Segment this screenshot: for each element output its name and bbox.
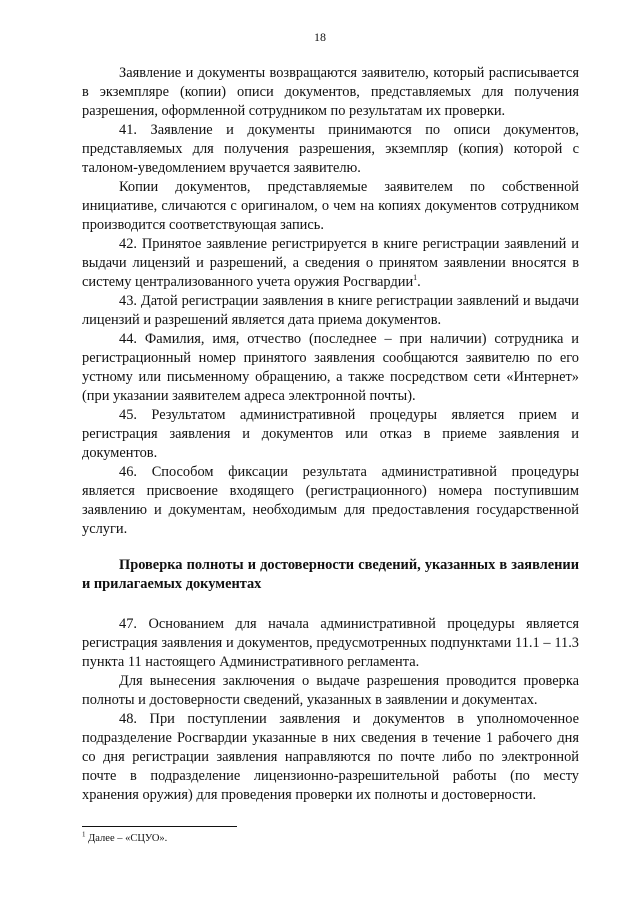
paragraph-46: 46. Способом фиксации результата административной процедуры является присвоение входящего (регистрационного) номера поступившим заявлению и документам, необходимым для предоставления государственной услуги. (82, 464, 579, 537)
footnote-text: Далее – «СЦУО». (85, 833, 168, 844)
paragraph-42-end: . (417, 274, 421, 290)
paragraph-42 (82, 235, 579, 292)
paragraph-copies: Копии документов, представляемые заявителем по собственной инициативе, сличаются с оригиналом, о чем на копиях документов сотрудником производится соответствующая запись. (82, 179, 579, 233)
paragraph-return-documents: Заявление и документы возвращаются заявителю, который расписывается в экземпляре (копии) описи документов, представляемых для получения разрешения, оформленной сотрудником по результатам их проверки. (82, 65, 579, 119)
paragraph-41: 41. Заявление и документы принимаются по описи документов, представляемых для получения разрешения, экземпляр (копия) которой с талоном-уведомлением вручается заявителю. (82, 122, 579, 176)
footnote-reference: 1 (413, 273, 418, 283)
paragraph-42-text: 42. Принятое заявление регистрируется в книге регистрации заявлений и выдачи лицензий и разрешений, а сведения о принятом заявлении вносятся в систему централизованного учета оружия Росгвардии (82, 236, 579, 290)
page-number: 18 (314, 30, 326, 44)
body-text (82, 64, 579, 805)
footnote (82, 830, 168, 844)
paragraph-conclusion: Для вынесения заключения о выдаче разрешения проводится проверка полноты и достоверности сведений, указанных в заявлении и документах. (82, 673, 579, 708)
paragraph-44: 44. Фамилия, имя, отчество (последнее – при наличии) сотрудника и регистрационный номер принятого заявления сообщаются заявителю по его устному или письменному обращению, а также посредством сети «Интернет» (при указании заявителем адреса электронной почты). (82, 331, 579, 404)
footnote-mark: 1 (82, 830, 86, 839)
paragraph-48: 48. При поступлении заявления и документов в уполномоченное подразделение Росгвардии указанные в них сведения в течение 1 рабочего дня со дня регистрации заявления направляются по почте либо по электронной почте в подразделение лицензионно-разрешительной работы (по месту хранения оружия) для проведения проверки их полноты и достоверности. (82, 711, 579, 803)
paragraph-43: 43. Датой регистрации заявления в книге регистрации заявлений и выдачи лицензий и разрешений является дата приема документов. (82, 293, 579, 328)
paragraph-47: 47. Основанием для начала административной процедуры является регистрация заявления и документов, предусмотренных подпунктами 11.1 – 11.3 пункта 11 настоящего Административного регламента. (82, 616, 579, 670)
paragraph-45: 45. Результатом административной процедуры является прием и регистрация заявления и документов или отказ в приеме заявления и документов. (82, 407, 579, 461)
section-heading: Проверка полноты и достоверности сведений, указанных в заявлении и прилагаемых документах (82, 557, 579, 592)
footnote-divider (82, 826, 237, 827)
